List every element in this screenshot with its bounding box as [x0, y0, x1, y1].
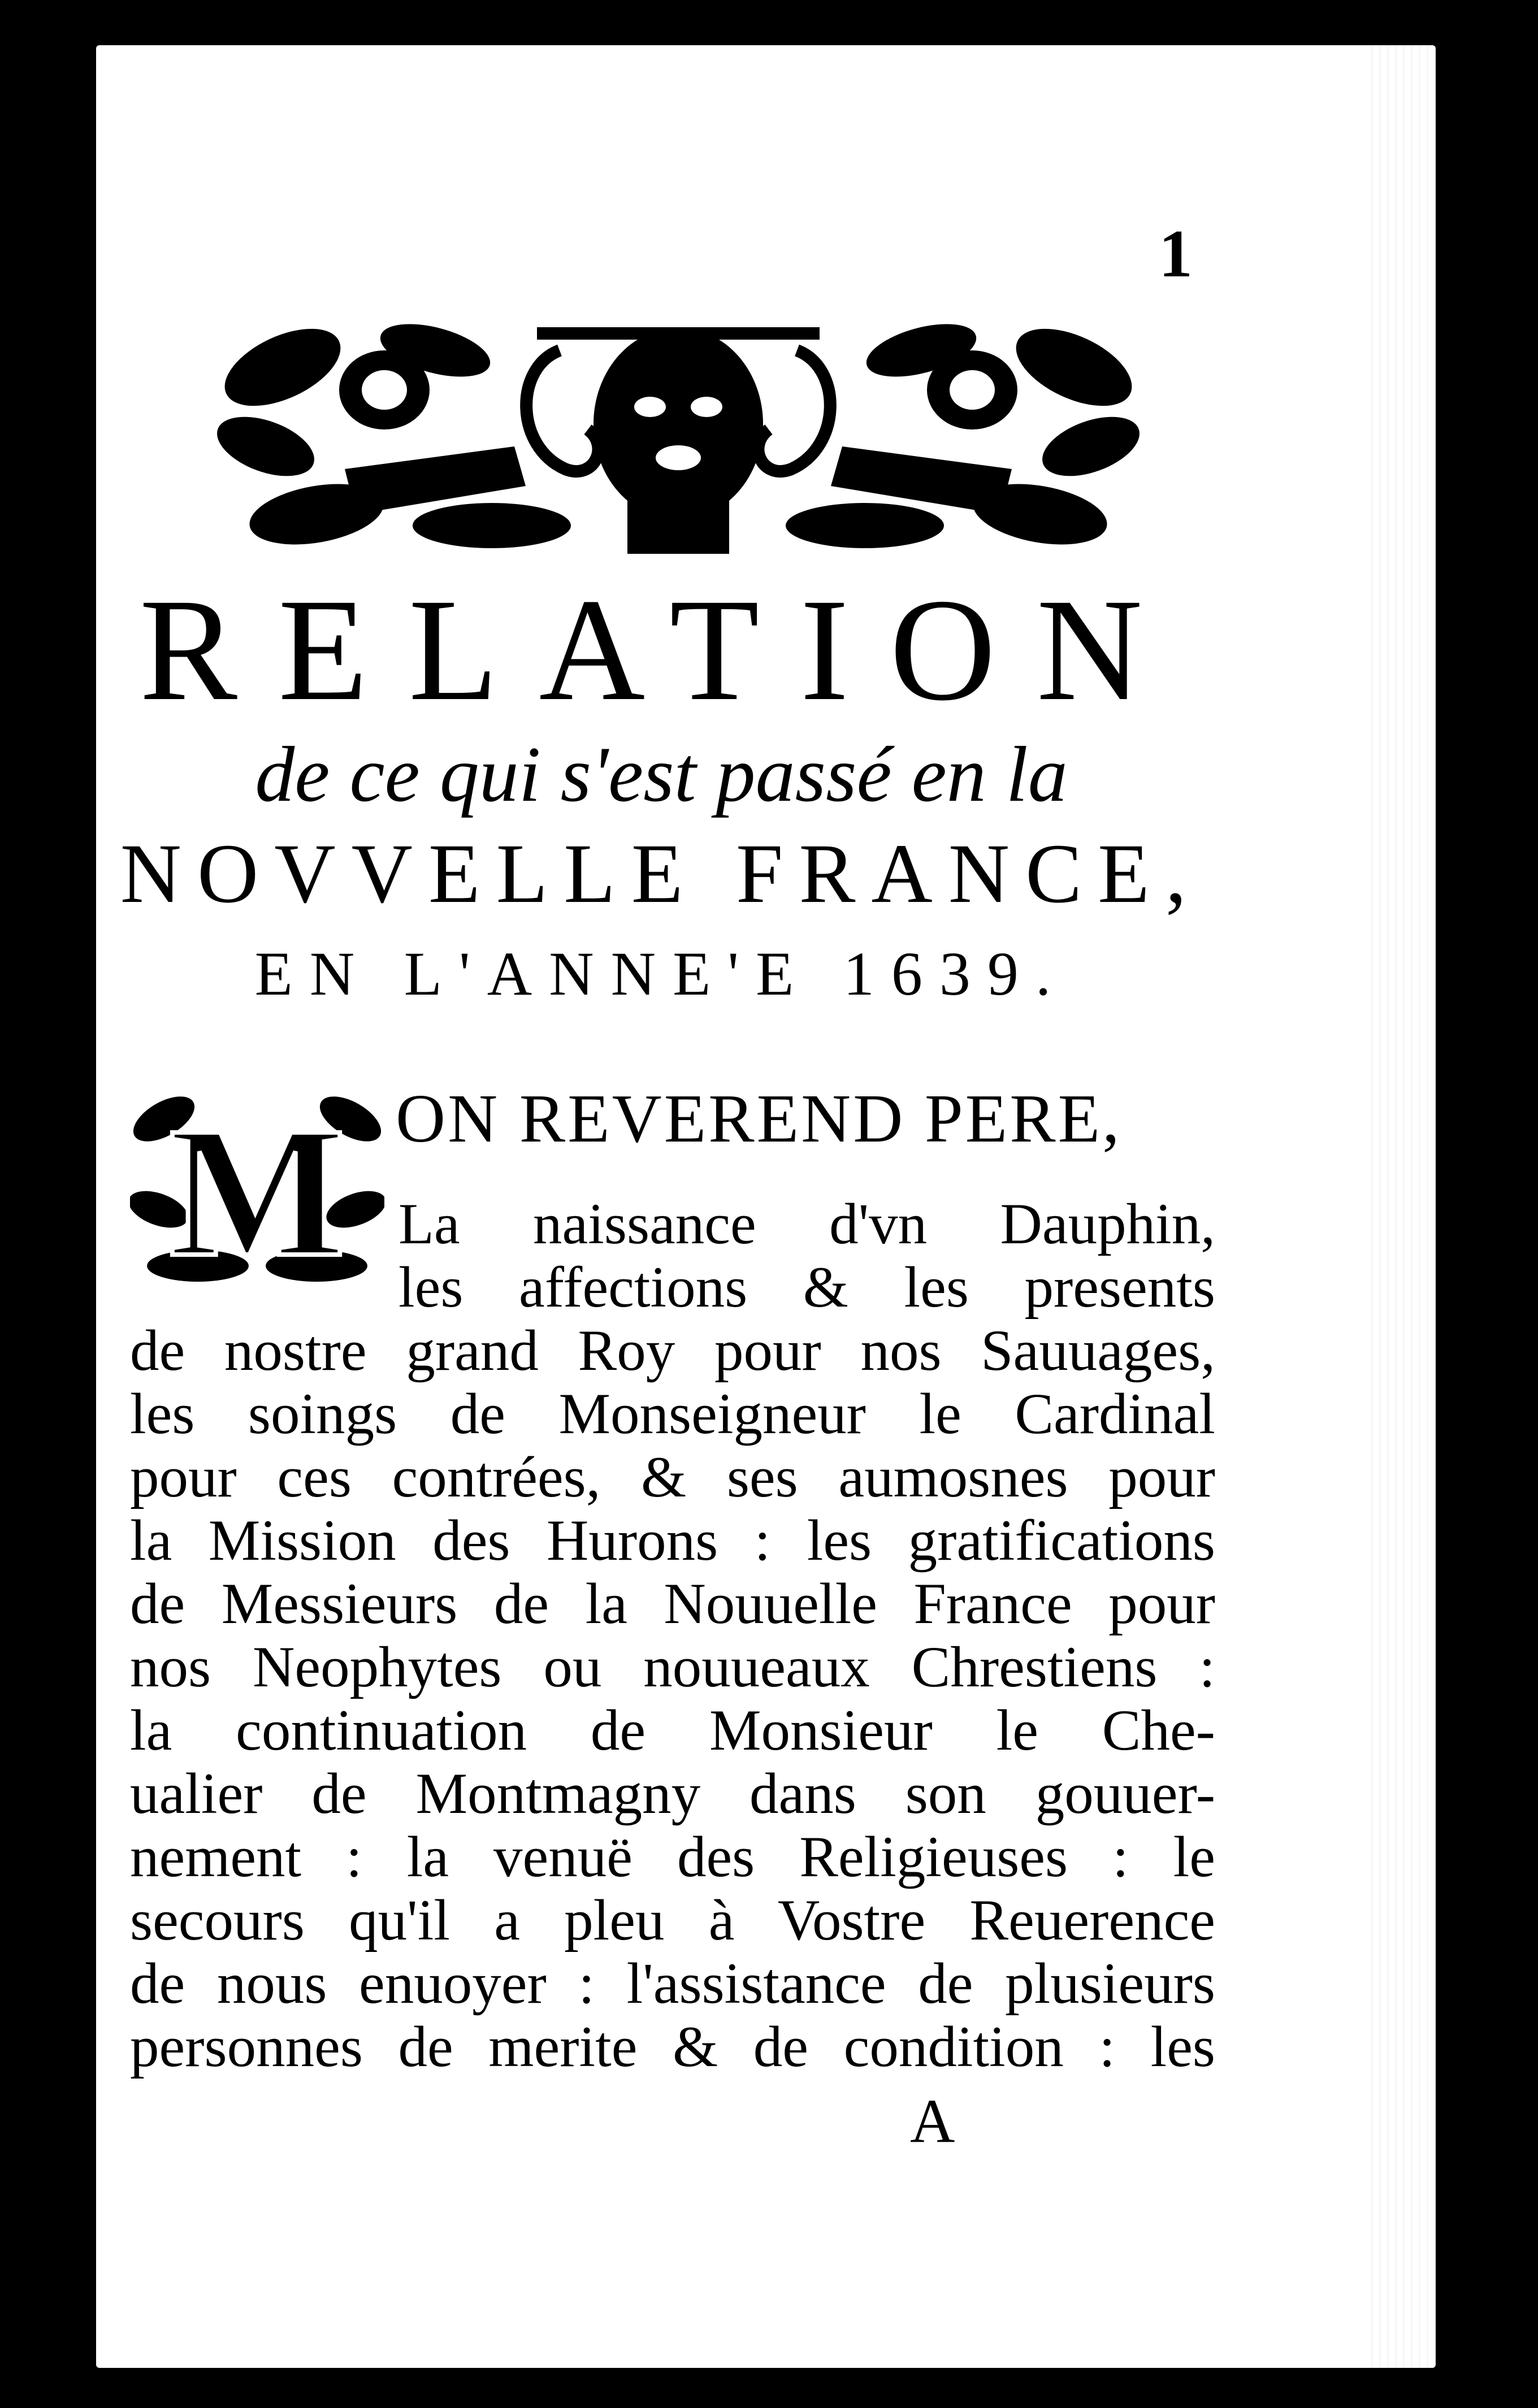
text-line: La naissance d'vn Dauphin,	[398, 1192, 1215, 1256]
text-line: les soings de Monseigneur le Cardinal	[130, 1382, 1215, 1446]
text-line: pour ces contrées, & ses aumosnes pour	[130, 1445, 1215, 1509]
page-subtitle: de ce qui s'est passé en la	[255, 731, 1068, 818]
text-line: secours qu'il a pleu à Vostre Reuerence	[130, 1888, 1215, 1953]
text-line: personnes de merite & de condition : les	[130, 2015, 1215, 2079]
text-line: de Messieurs de la Nouuelle France pour	[130, 1572, 1215, 1636]
signature-mark: A	[910, 2086, 955, 2155]
year-line: EN L'ANNE'E 1639.	[254, 939, 1068, 1008]
title-line-2: NOVVELLE FRANCE,	[120, 827, 1203, 921]
ornamental-headpiece	[198, 300, 1159, 565]
text-line: nement : la venuë des Religieuses : le	[130, 1825, 1215, 1889]
book-page	[96, 45, 1436, 2368]
page-title: RELATION	[139, 569, 1184, 731]
text-line: de nous enuoyer : l'assistance de plusieurs	[130, 1951, 1215, 2016]
salutation: ON REVEREND PERE,	[396, 1081, 1122, 1157]
dropcap-letter: M	[169, 1089, 345, 1283]
text-line: la Mission des Hurons : les gratifications	[130, 1508, 1215, 1573]
page-number: 1	[1159, 216, 1193, 291]
page-edge	[1368, 45, 1436, 2368]
text-line: la continuation de Monsieur le Che-	[130, 1698, 1215, 1763]
text-line: ualier de Montmagny dans son gouuer-	[130, 1761, 1215, 1826]
text-line: les affections & les presents	[398, 1255, 1215, 1320]
body-text	[130, 1192, 1215, 2079]
text-line: de nostre grand Roy pour nos Sauuages,	[130, 1318, 1215, 1383]
text-line: nos Neophytes ou nouueaux Chrestiens :	[130, 1635, 1215, 1699]
